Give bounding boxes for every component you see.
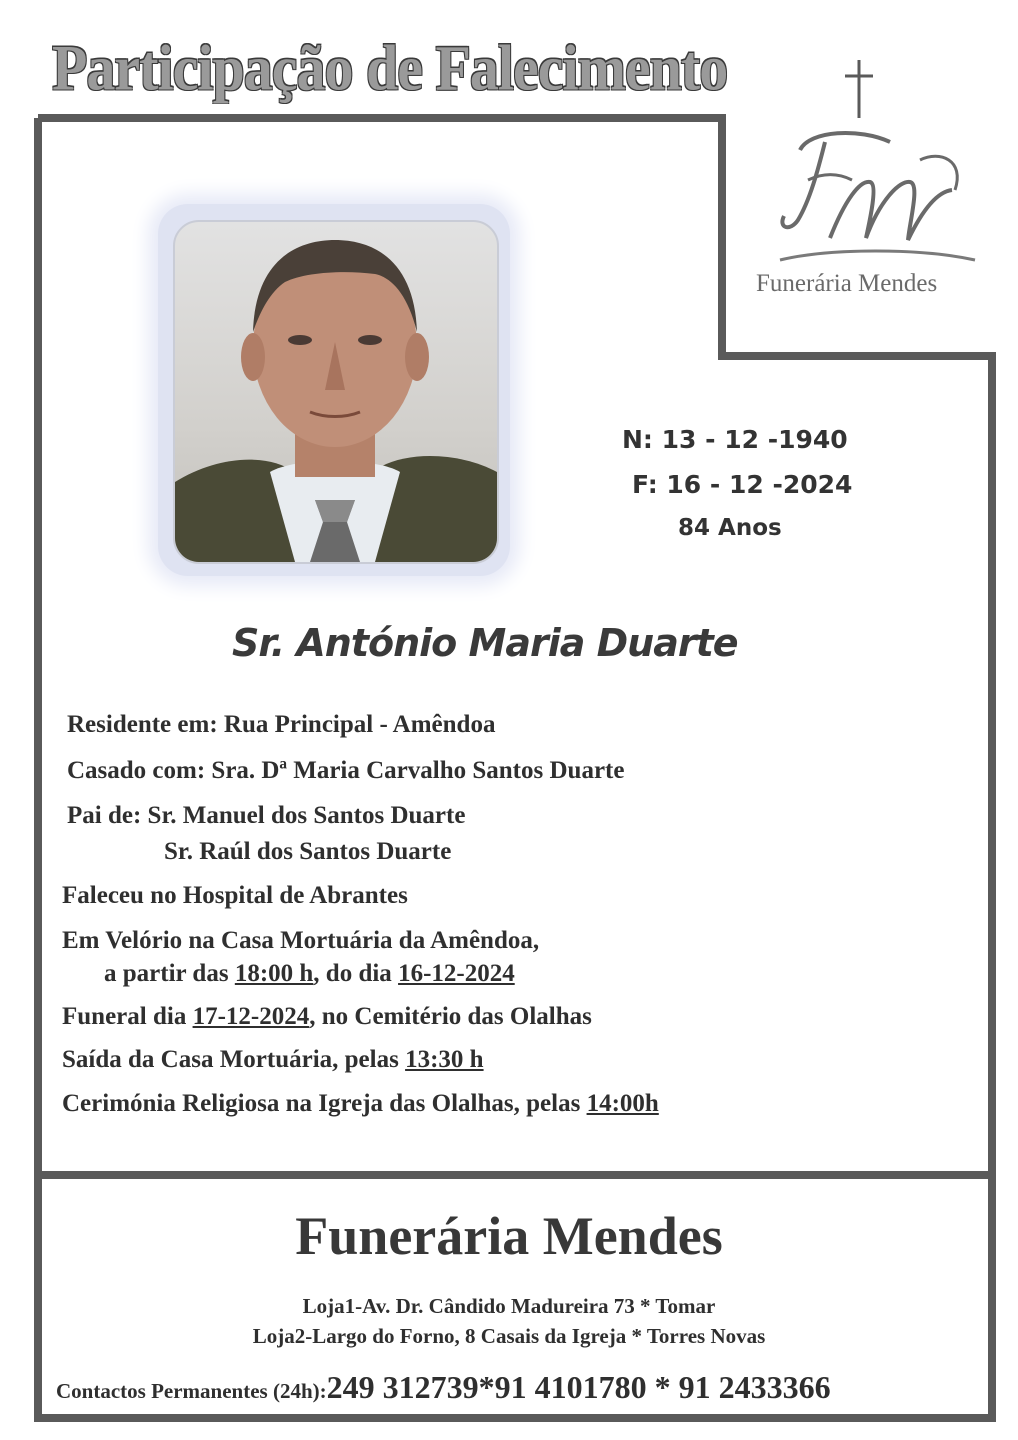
spouse-line: Casado com: Sra. Dª Maria Carvalho Santos Duarte xyxy=(67,757,625,784)
cross-icon xyxy=(841,58,877,120)
contacts-label: Contactos Permanentes (24h): xyxy=(56,1379,327,1403)
departure-line xyxy=(62,1046,484,1074)
departure-time: 13:30 h xyxy=(405,1046,484,1073)
wake-day-label: , do dia xyxy=(313,960,399,987)
death-place-line: Faleceu no Hospital de Abrantes xyxy=(62,882,408,909)
dates-block xyxy=(600,425,910,560)
logo-name: Funerária Mendes xyxy=(756,270,938,297)
footer-company-name: Funerária Mendes xyxy=(295,1206,723,1266)
deceased-name: Sr. António Maria Duarte xyxy=(232,621,738,665)
ceremony-time: 14:00h xyxy=(586,1090,659,1117)
store-1-address: Loja1-Av. Dr. Cândido Madureira 73 * Tomar xyxy=(302,1294,716,1318)
child-1: Sr. Manuel dos Santos Duarte xyxy=(147,802,466,829)
birth-date: N: 13 - 12 -1940 xyxy=(622,425,848,454)
store-2-address: Loja2-Largo do Forno, 8 Casais da Igreja * Torres Novas xyxy=(252,1324,766,1348)
wake-time: 18:00 h xyxy=(234,960,314,987)
wake-from-label: a partir das xyxy=(104,960,235,987)
contacts-line xyxy=(56,1369,831,1406)
wake-line-1: Em Velório na Casa Mortuária da Amêndoa, xyxy=(62,927,540,954)
children-label: Pai de: xyxy=(67,802,148,829)
ceremony-line xyxy=(62,1090,659,1118)
wake-line-2 xyxy=(104,960,515,988)
child-2: Sr. Raúl dos Santos Duarte xyxy=(164,838,452,865)
portrait-photo xyxy=(173,220,499,564)
departure-label: Saída da Casa Mortuária, pelas xyxy=(62,1046,406,1073)
children-line xyxy=(67,802,465,830)
wake-date: 16-12-2024 xyxy=(398,960,515,987)
funeral-line xyxy=(62,1003,592,1031)
funeral-label: Funeral dia xyxy=(62,1003,193,1030)
contact-numbers: 249 312739*91 4101780 * 91 2433366 xyxy=(326,1369,831,1405)
funeral-date: 17-12-2024 xyxy=(192,1003,310,1030)
page-title: Participação de Falecimento xyxy=(52,31,728,104)
death-date: F: 16 - 12 -2024 xyxy=(632,470,853,499)
funeral-place: , no Cemitério das Olalhas xyxy=(309,1003,592,1030)
funeraria-logo-icon xyxy=(770,120,980,270)
age: 84 Anos xyxy=(678,515,782,541)
residence-line: Residente em: Rua Principal - Amêndoa xyxy=(67,711,496,738)
ceremony-label: Cerimónia Religiosa na Igreja das Olalhas, pelas xyxy=(62,1090,587,1117)
